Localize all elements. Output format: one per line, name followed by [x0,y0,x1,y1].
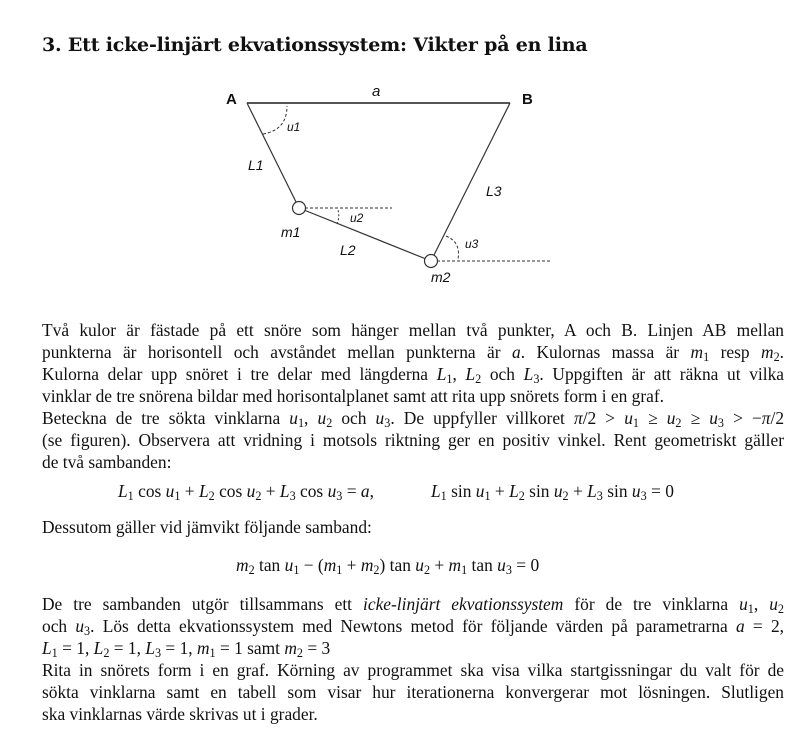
point-b-label: B [522,91,533,108]
mass-m2 [425,255,438,268]
paragraph-3-line-6: ska vinklarnas värde skrivas ut i grader. [42,704,318,724]
angle-arc-u3 [446,236,459,259]
angle-arc-u2 [337,210,339,224]
paragraph-3-line-3: $L_1 = 1$, $L_2 = 1$, $L_3 = 1$, $m_1 = 1$ samt $m_2 = 3$ [42,638,331,661]
equation-geometric-cos: $L_1$ $\cos u_1 + L_2$ $\cos u_2 + L_3$ $\cos u_3 = a$, [118,481,374,504]
paragraph-1-line-3: Kulorna delar upp snöret i tre delar med längderna $L_1$, $L_2$ och $L_3$. Uppgiften är att räkna ut vilka [42,364,785,387]
angle-u1-label: u1 [287,120,301,134]
string-l2 [299,208,431,261]
paragraph-3-line-5: sökta vinklarna samt en tabell som visar hur iterationerna konvergerar mot lösningen. Slutligen [42,682,784,702]
page-title: 3. Ett icke-linjärt ekvationssystem: Vikter på en lina [42,34,588,56]
equation-equilibrium: $m_2$ $\tan u_1 - (m_1 + m_2)$ $\tan u_2 + m_1$ $\tan u_3 = 0$ [236,555,540,578]
paragraph-1-line-4: vinklar de tre snörena bildar med horisontalplanet samt att rita upp snörets form i en graf. [42,386,665,406]
paragraph-1-line-6: (se figuren). Observera att vridning i motsols riktning ger en positiv vinkel. Rent geometriskt gäller [42,430,784,450]
equation-geometric-sin: $L_1$ $\sin u_1 + L_2$ $\sin u_2 + L_3$ $\sin u_3 = 0$ [431,481,674,504]
paragraph-1-line-2: punkterna är horisontell och avståndet mellan punkterna är a. Kulornas massa är $m_1$ resp $m_2$. [42,342,784,365]
length-l2-label: L2 [340,242,356,258]
paragraph-1-line-1: Två kulor är fästade på ett snöre som hänger mellan två punkter, A och B. Linjen AB mellan [42,320,784,340]
length-l3-label: L3 [486,183,502,199]
point-a-label: A [226,91,237,108]
length-l1-label: L1 [248,157,264,173]
mass-m1-label: m1 [281,224,301,240]
angle-u3-label: u3 [465,237,479,251]
paragraph-3-line-4: Rita in snörets form i en graf. Körning av programmet ska visa vilka startgissningar du valt för de [42,660,784,680]
angle-u2-label: u2 [350,211,364,225]
distance-a-label: a [372,83,381,100]
mass-m1 [293,202,306,215]
mass-m2-label: m2 [431,269,451,285]
paragraph-3-line-2: och $u_3$. Lös detta ekvationssystem med Newtons metod för följande värden på parametrarna a = 2, [42,616,784,639]
paragraph-2: Dessutom gäller vid jämvikt följande samband: [42,517,372,537]
paragraph-3-line-1: De tre sambanden utgör tillsammans ett icke-linjärt ekvationssystem för de tre vinklarna $u_1$, $u_2$ [42,594,784,617]
angle-arc-u1 [263,106,287,134]
paragraph-1-line-5: Beteckna de tre sökta vinklarna $u_1$, $u_2$ och $u_3$. De uppfyller villkoret $\pi/2 > u_1 \ge u_2 \ge u_3 > -\pi/2$ [42,408,785,431]
string-l1 [247,103,299,208]
string-diagram [0,0,800,300]
paragraph-1-line-7: de två sambanden: [42,452,172,472]
